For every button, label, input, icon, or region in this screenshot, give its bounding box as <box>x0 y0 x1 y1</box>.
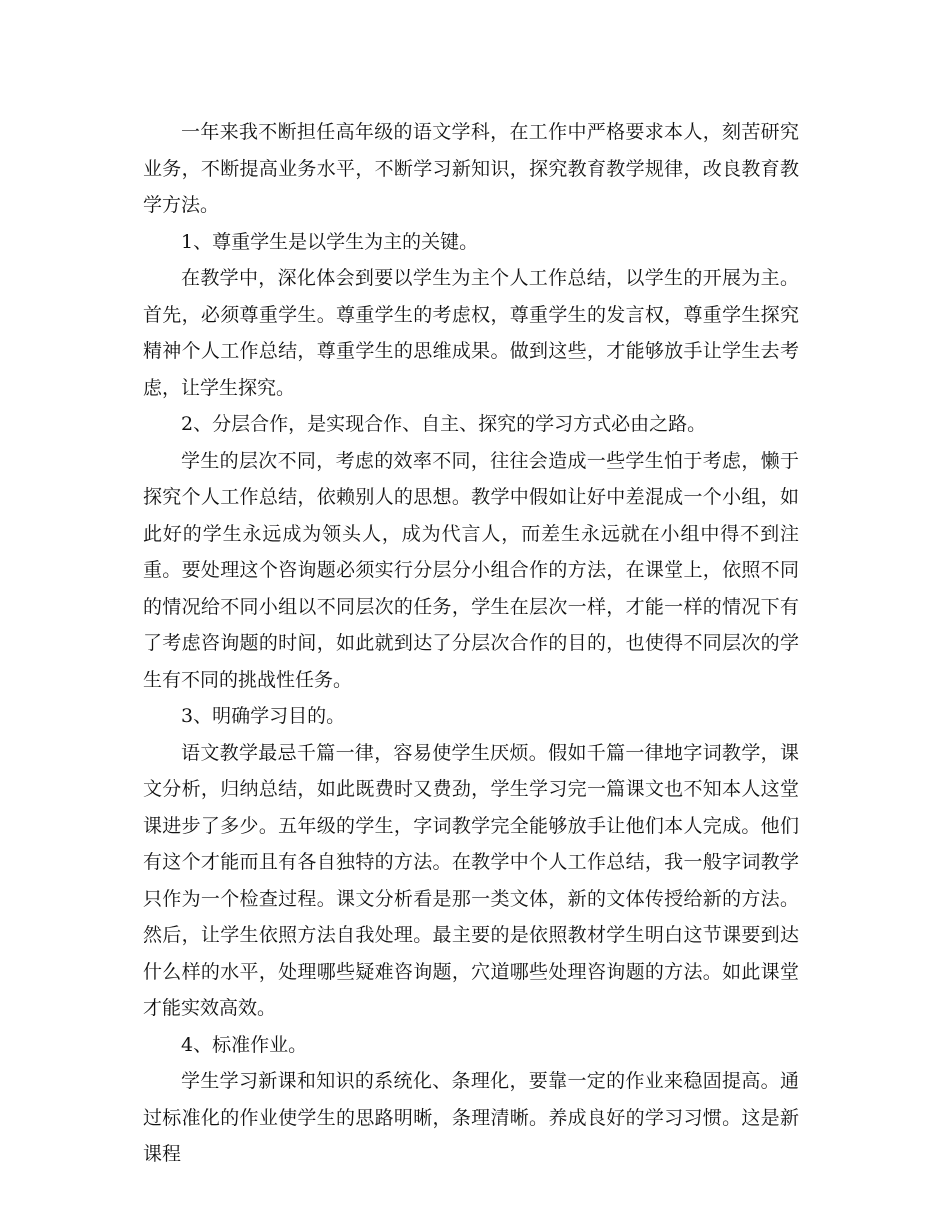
document-body <box>143 114 799 1173</box>
paragraph-standard-homework: 学生学习新课和知识的系统化、条理化，要靠一定的作业来稳固提高。通过标准化的作业使学生的思路明晰，条理清晰。养成良好的学习习惯。这是新课程 <box>143 1070 799 1165</box>
paragraph-layered-cooperation: 学生的层次不同，考虑的效率不同，往往会造成一些学生怕于考虑，懒于探究个人工作总结，依赖别人的思想。教学中假如让好中差混成一个小组，如此好的学生永远成为领头人，成为代言人，而差生永远就在小组中得不到注重。要处理这个咨询题必须实行分层分小组合作的方法，在课堂上，依照不同的情况给不同小组以不同层次的任务，学生在层次一样，才能一样的情况下有了考虑咨询题的时间，如此就到达了分层次合作的目的，也使得不同层次的学生有不同的挑战性任务。 <box>143 449 799 691</box>
heading-layered-cooperation: 2、分层合作，是实现合作、自主、探究的学习方式必由之路。 <box>181 413 707 435</box>
paragraph-intro: 一年来我不断担任高年级的语文学科，在工作中严格要求本人，刻苦研究业务，不断提高业务水平，不断学习新知识，探究教育教学规律，改良教育教学方法。 <box>143 121 799 216</box>
paragraph-learning-goals: 语文教学最忌千篇一律，容易使学生厌烦。假如千篇一律地字词教学，课文分析，归纳总结，如此既费时又费劲，学生学习完一篇课文也不知本人这堂课进步了多少。五年级的学生，字词教学完全能够放手让他们本人完成。他们有这个才能而且有各自独特的方法。在教学中个人工作总结，我一般字词教学只作为一个检查过程。课文分析看是那一类文体，新的文体传授给新的方法。然后，让学生依照方法自我处理。最主要的是依照教材学生明白这节课要到达什么样的水平，处理哪些疑难咨询题，穴道哪些处理咨询题的方法。如此课堂才能实效高效。 <box>143 741 799 1019</box>
heading-learning-goals: 3、明确学习目的。 <box>181 705 346 727</box>
paragraph-respect-students: 在教学中，深化体会到要以学生为主个人工作总结，以学生的开展为主。首先，必须尊重学生。尊重学生的考虑权，尊重学生的发言权，尊重学生探究精神个人工作总结，尊重学生的思维成果。做到这些，才能够放手让学生去考虑，让学生探究。 <box>143 267 799 399</box>
heading-standard-homework: 4、标准作业。 <box>181 1033 308 1056</box>
heading-respect-students: 1、尊重学生是以学生为主的关键。 <box>181 230 479 253</box>
